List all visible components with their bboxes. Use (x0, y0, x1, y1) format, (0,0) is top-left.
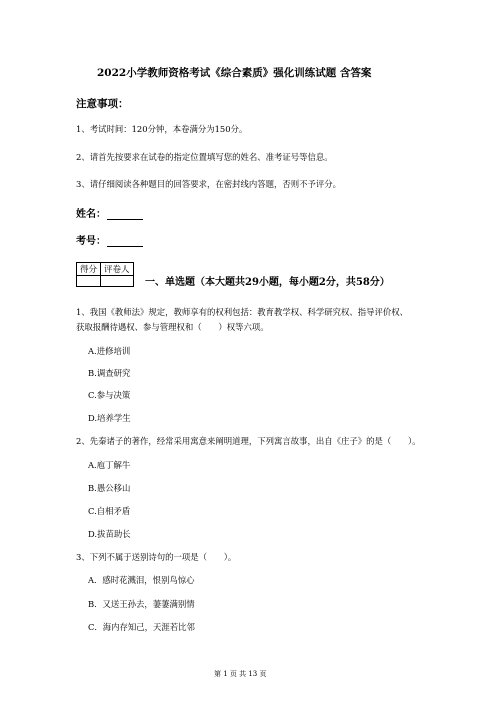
section-title: 一、单选题（本大题共29小题，每小题2分，共58分） (145, 277, 390, 288)
name-field (76, 205, 143, 220)
notice-item-3: 3、请仔细阅读各种题目的回答要求，在密封线内答题，否则不予评分。 (76, 179, 341, 189)
question-2-option-b: B.愚公移山 (88, 483, 131, 493)
notice-heading: 注意事项： (76, 98, 129, 110)
name-blank (107, 210, 143, 220)
score-header: 得分 (77, 263, 101, 276)
question-1-option-c: C.参与决策 (88, 390, 131, 400)
document-title: 2022小学教师资格考试《综合素质》强化训练试题 含答案 (97, 67, 372, 79)
question-2-option-d: D.拔苗助长 (88, 529, 131, 539)
score-cell (77, 276, 101, 287)
question-1-option-d: D.培养学生 (88, 413, 131, 423)
question-2-stem: 2、先秦诸子的著作，经常采用寓意来阐明道理，下列寓言故事，出自《庄子》的是（ ）。 (76, 436, 421, 446)
exam-id-label: 考号： (76, 236, 106, 247)
question-1-option-b: B.调查研究 (88, 368, 131, 378)
question-1-stem-line2: 获取报酬待遇权、参与管理权和（ ）权等六项。 (76, 322, 269, 332)
question-3-option-a: A．感时花溅泪，恨别鸟惊心 (88, 575, 195, 585)
grader-cell (101, 276, 134, 287)
question-1-option-a: A.进修培训 (88, 346, 131, 356)
page-footer: 第 1 页 共 13 页 (214, 670, 267, 678)
question-2-option-a: A.庖丁解牛 (88, 460, 131, 470)
score-table (76, 262, 134, 287)
question-3-option-b: B．又送王孙去，萋萋满别情 (88, 599, 195, 609)
name-label: 姓名： (76, 209, 106, 220)
grader-header: 评卷人 (101, 263, 134, 276)
exam-id-blank (107, 237, 143, 247)
question-2-option-c: C.自相矛盾 (88, 506, 131, 516)
question-1-stem-line1: 1、我国《教师法》规定，教师享有的权利包括：教育教学权、科学研究权、指导评价权、 (76, 307, 408, 317)
notice-item-1: 1、考试时间：120分钟，本卷满分为150分。 (76, 124, 248, 134)
question-3-stem: 3、下列不属于送别诗句的一项是（ ）。 (76, 552, 237, 562)
question-3-option-c: C．海内存知己，天涯若比邻 (88, 622, 195, 632)
notice-item-2: 2、请首先按要求在试卷的指定位置填写您的姓名、准考证号等信息。 (76, 152, 333, 162)
exam-id-field (76, 232, 143, 247)
